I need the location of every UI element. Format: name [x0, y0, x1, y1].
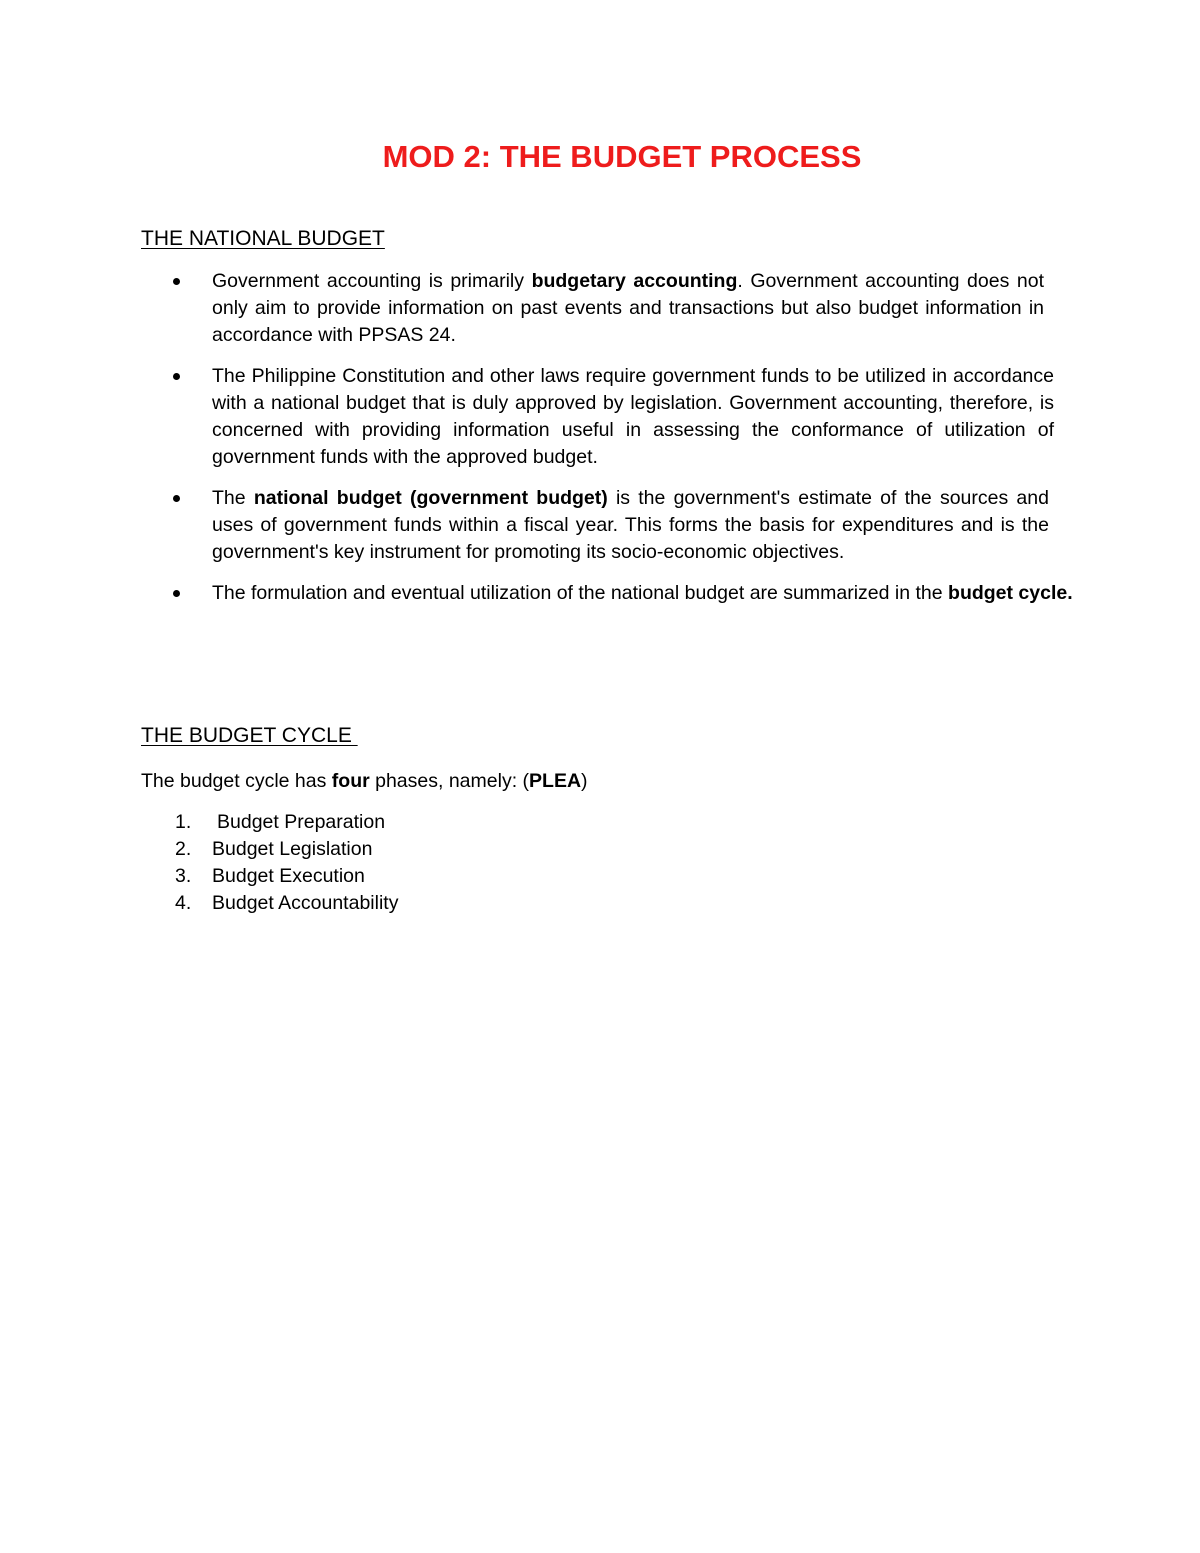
bullet-text [212, 485, 1049, 566]
bullet-icon [173, 495, 180, 502]
bullet-icon [173, 278, 180, 285]
bullet-text-part: . Government accounting does not only aim to provide information on past events and transactions but also budget information in accordance with PPSAS 24. [212, 270, 1044, 346]
phase-number: 1. [175, 811, 192, 833]
intro-text-part: The budget cycle has [141, 770, 332, 792]
bullet-text [212, 268, 1044, 349]
bullet-bold-term: budgetary accounting [531, 270, 738, 292]
phase-label: Budget Preparation [217, 811, 386, 833]
intro-bold-count: four [331, 770, 370, 792]
budget-cycle-heading: THE BUDGET CYCLE [141, 724, 358, 747]
phase-label: Budget Execution [212, 865, 365, 887]
bullet-text-part: Government accounting is primarily [212, 270, 532, 292]
bullet-text-part: The formulation and eventual utilization of the national budget are summarized in the [212, 582, 949, 604]
phase-number: 2. [175, 838, 192, 860]
phase-number: 3. [175, 865, 192, 887]
intro-text-part: phases, namely: ( [369, 770, 530, 792]
phase-label: Budget Legislation [212, 838, 373, 860]
bullet-item [0, 268, 1044, 349]
budget-cycle-intro [141, 768, 588, 795]
bullet-text-part: The [212, 487, 254, 509]
page-title: MOD 2: THE BUDGET PROCESS [382, 139, 862, 174]
bullet-item [0, 580, 1073, 607]
bullet-bold-term: national budget (government budget) [253, 487, 608, 509]
bullet-icon [173, 373, 180, 380]
bullet-icon [173, 590, 180, 597]
bullet-bold-term: budget cycle. [948, 582, 1073, 604]
bullet-text: The Philippine Constitution and other laws require government funds to be utilized in accordance with a national budget that is duly approved by legislation. Government accounting, therefore, is concerned with providing information useful in assessing the conformance of utilization of government funds with the approved budget. [212, 365, 1054, 468]
national-budget-bullet-list [0, 268, 1073, 621]
intro-text-part: ) [581, 770, 588, 792]
national-budget-heading: THE NATIONAL BUDGET [141, 227, 385, 250]
phase-number: 4. [175, 892, 192, 914]
phase-label: Budget Accountability [212, 892, 399, 914]
bullet-item [0, 485, 1049, 566]
bullet-text-part: is the government's estimate of the sources and uses of government funds within a fiscal year. This forms the basis for expenditures and is the government's key instrument for promoting its socio-economic objectives. [212, 487, 1049, 563]
bullet-text [212, 580, 1130, 607]
intro-acronym: PLEA [529, 770, 582, 792]
bullet-item [0, 363, 1054, 471]
